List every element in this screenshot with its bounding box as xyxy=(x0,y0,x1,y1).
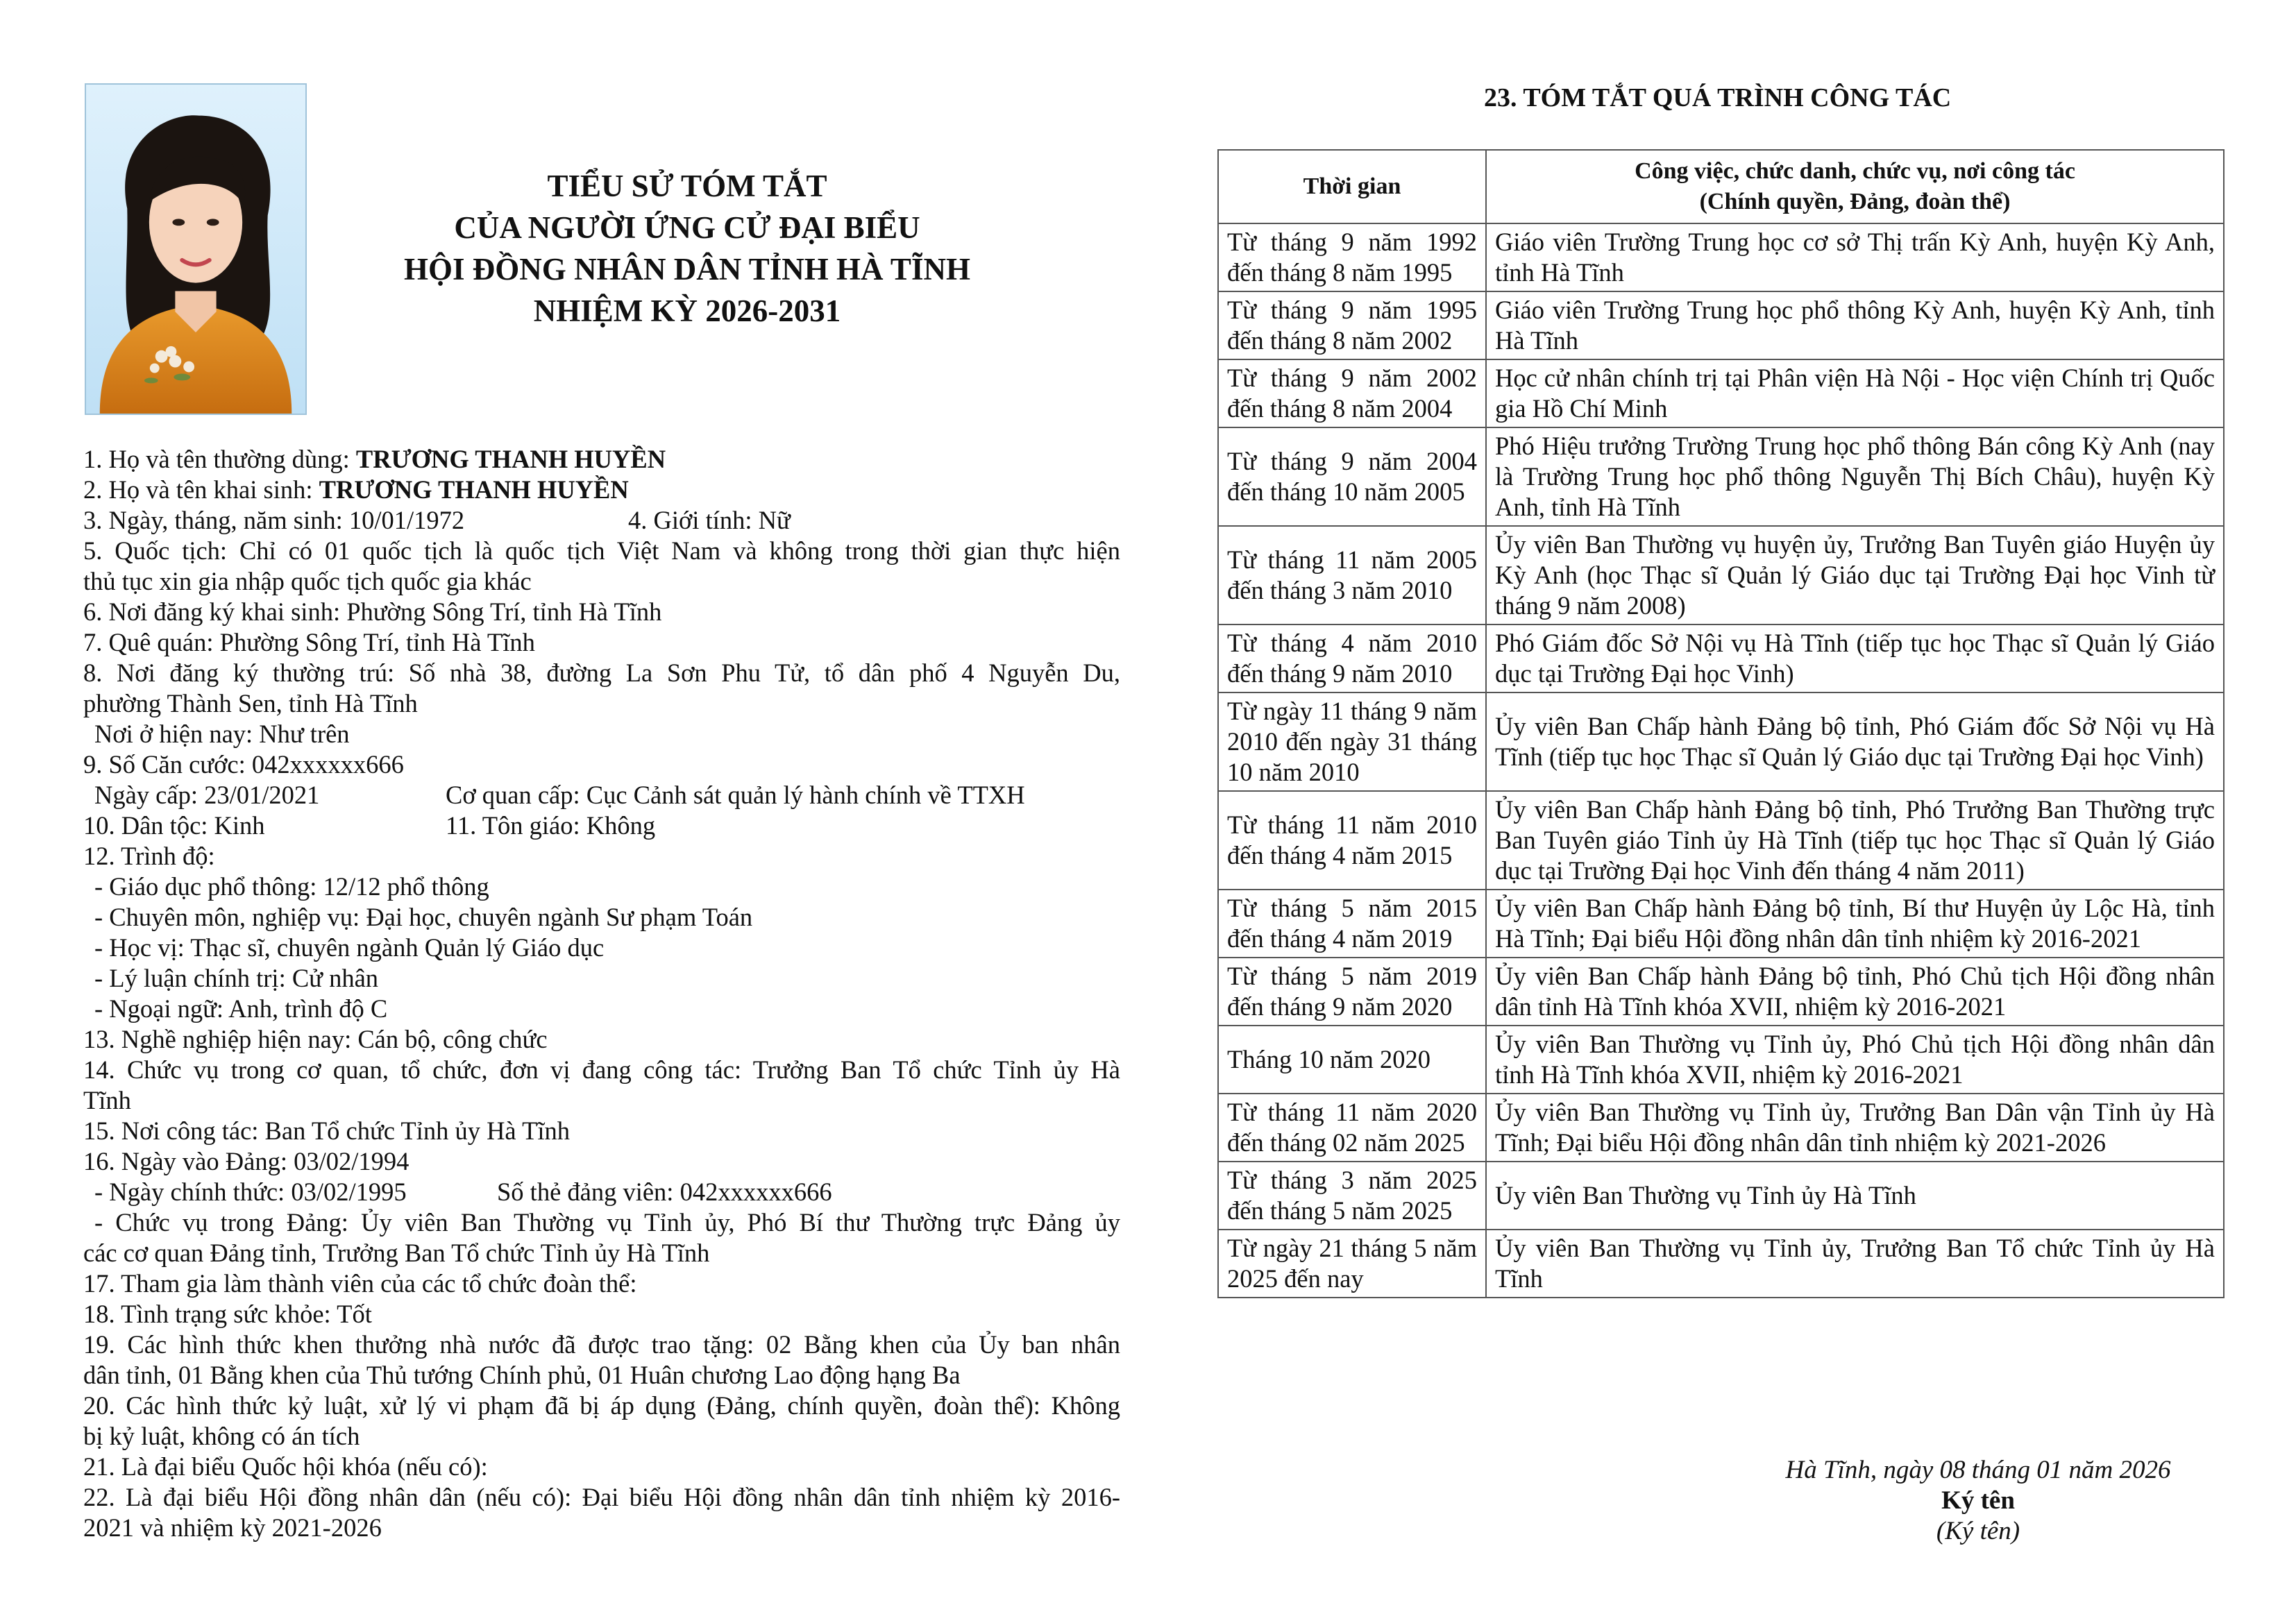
career-description: Ủy viên Ban Chấp hành Đảng bộ tỉnh, Bí thư Huyện ủy Lộc Hà, tỉnh Hà Tĩnh; Đại biểu Hội đồng nhân dân tỉnh nhiệm kỳ 2016-2021 xyxy=(1486,890,2224,958)
bio-education-political: - Lý luận chính trị: Cử nhân xyxy=(94,964,379,992)
career-description: Phó Hiệu trưởng Trường Trung học phổ thông Bán công Kỳ Anh (nay là Trường Trung học phổ thông Nguyễn Thị Bích Châu), huyện Kỳ Anh, tỉnh Hà Tĩnh xyxy=(1486,427,2224,526)
column-header-work: Công việc, chức danh, chức vụ, nơi công tác (Chính quyền, Đảng, đoàn thể) xyxy=(1486,150,2224,223)
common-name-value: TRƯƠNG THANH HUYỀN xyxy=(355,445,666,473)
bio-council-delegate-2: 2021 và nhiệm kỳ 2021-2026 xyxy=(83,1513,382,1542)
title-line-4: NHIỆM KỲ 2026-2031 xyxy=(533,294,841,328)
birth-name-value: TRƯƠNG THANH HUYỀN xyxy=(319,475,629,504)
career-description: Giáo viên Trường Trung học phổ thông Kỳ Anh, huyện Kỳ Anh, tỉnh Hà Tĩnh xyxy=(1486,291,2224,359)
table-row xyxy=(1218,1026,2224,1094)
bio-hometown: 7. Quê quán: Phường Sông Trí, tỉnh Hà Tĩnh xyxy=(83,628,535,656)
bio-workplace: 15. Nơi công tác: Ban Tổ chức Tỉnh ủy Hà Tĩnh xyxy=(83,1116,571,1145)
table-row xyxy=(1218,1094,2224,1162)
career-description: Ủy viên Ban Chấp hành Đảng bộ tỉnh, Phó Giám đốc Sở Nội vụ Hà Tĩnh (tiếp tục học Thạc sĩ Quản lý Giáo dục tại Trường Đại học Vinh) xyxy=(1486,692,2224,791)
bio-party-position-2: các cơ quan Đảng tỉnh, Trưởng Ban Tổ chức Tỉnh ủy Hà Tĩnh xyxy=(83,1239,710,1267)
bio-nationality-2: thủ tục xin gia nhập quốc tịch quốc gia khác xyxy=(83,567,532,595)
bio-nationality-1: 5. Quốc tịch: Chỉ có 01 quốc tịch là quốc tịch Việt Nam và không trong thời gian thực hiện xyxy=(83,536,1120,565)
career-description: Giáo viên Trường Trung học cơ sở Thị trấn Kỳ Anh, huyện Kỳ Anh, tỉnh Hà Tĩnh xyxy=(1486,223,2224,291)
career-description: Ủy viên Ban Chấp hành Đảng bộ tỉnh, Phó Chủ tịch Hội đồng nhân dân tỉnh Hà Tĩnh khóa XVII, nhiệm kỳ 2016-2021 xyxy=(1486,958,2224,1026)
career-description: Phó Giám đốc Sở Nội vụ Hà Tĩnh (tiếp tục học Thạc sĩ Quản lý Giáo dục tại Trường Đại học Vinh) xyxy=(1486,624,2224,692)
bio-id-number: 9. Số Căn cước: 042xxxxxx666 xyxy=(83,750,404,779)
career-description: Ủy viên Ban Chấp hành Đảng bộ tỉnh, Phó Trưởng Ban Thường trực Ban Tuyên giáo Tỉnh ủy Hà Tĩnh (tiếp tục học Thạc sĩ Quản lý Giáo dục tại Trường Đại học Vinh đến tháng 4 năm 2011) xyxy=(1486,791,2224,890)
career-period: Từ tháng 11 năm 2010 đến tháng 4 năm 2015 xyxy=(1218,791,1486,890)
bio-dob-gender xyxy=(83,505,1120,536)
bio-education-heading: 12. Trình độ: xyxy=(83,842,215,870)
id-issuer: Cơ quan cấp: Cục Cảnh sát quản lý hành chính về TTXH xyxy=(446,781,1025,809)
career-description: Ủy viên Ban Thường vụ huyện ủy, Trưởng Ban Tuyên giáo Huyện ủy Kỳ Anh (học Thạc sĩ Quản lý Giáo dục tại Trường Đại học Vinh từ tháng 9 năm 2008) xyxy=(1486,526,2224,624)
bio-education-language: - Ngoại ngữ: Anh, trình độ C xyxy=(94,994,388,1023)
bio-discipline-1: 20. Các hình thức kỷ luật, xử lý vi phạm đã bị áp dụng (Đảng, chính quyền, đoàn thể): Không xyxy=(83,1391,1120,1420)
career-period: Từ ngày 11 tháng 9 năm 2010 đến ngày 31 tháng 10 năm 2010 xyxy=(1218,692,1486,791)
bio-discipline-2: bị kỷ luật, không có án tích xyxy=(83,1422,360,1450)
signature-label: Ký tên xyxy=(1941,1486,2015,1515)
place-and-date: Hà Tĩnh, ngày 08 tháng 01 năm 2026 xyxy=(1785,1456,2171,1484)
column-header-time: Thời gian xyxy=(1218,150,1486,223)
career-period: Từ tháng 5 năm 2015 đến tháng 4 năm 2019 xyxy=(1218,890,1486,958)
signature-note: (Ký tên) xyxy=(1936,1517,2020,1545)
table-row xyxy=(1218,692,2224,791)
career-period: Từ tháng 5 năm 2019 đến tháng 9 năm 2020 xyxy=(1218,958,1486,1026)
bio-position-2: Tĩnh xyxy=(83,1086,131,1114)
table-row xyxy=(1218,791,2224,890)
bio-birth-name: 2. Họ và tên khai sinh: TRƯƠNG THANH HUYỀN xyxy=(83,475,629,504)
table-row xyxy=(1218,624,2224,692)
bio-birth-registration: 6. Nơi đăng ký khai sinh: Phường Sông Trí, tỉnh Hà Tĩnh xyxy=(83,597,662,626)
bio-education-professional: - Chuyên môn, nghiệp vụ: Đại học, chuyên ngành Sư phạm Toán xyxy=(94,903,753,931)
career-heading: 23. TÓM TẮT QUÁ TRÌNH CÔNG TÁC xyxy=(1484,83,1952,112)
bio-party-official xyxy=(83,1177,1120,1207)
table-row xyxy=(1218,291,2224,359)
bio-id-issue xyxy=(83,780,1120,810)
career-period: Từ tháng 9 năm 1995 đến tháng 8 năm 2002 xyxy=(1218,291,1486,359)
title-line-1: TIỂU SỬ TÓM TẮT xyxy=(547,169,827,203)
bio-organizations: 17. Tham gia làm thành viên của các tổ chức đoàn thể: xyxy=(83,1269,637,1298)
ethnicity: 10. Dân tộc: Kinh xyxy=(83,811,265,840)
bio-education-general: - Giáo dục phổ thông: 12/12 phổ thông xyxy=(94,872,489,901)
bio-common-name: 1. Họ và tên thường dùng: TRƯƠNG THANH HUYỀN xyxy=(83,445,666,473)
table-row xyxy=(1218,223,2224,291)
career-period: Từ tháng 4 năm 2010 đến tháng 9 năm 2010 xyxy=(1218,624,1486,692)
bio-permanent-residence-2: phường Thành Sen, tỉnh Hà Tĩnh xyxy=(83,689,418,717)
bio-health: 18. Tình trạng sức khỏe: Tốt xyxy=(83,1300,372,1328)
career-period: Từ tháng 11 năm 2005 đến tháng 3 năm 2010 xyxy=(1218,526,1486,624)
table-row xyxy=(1218,359,2224,427)
table-row xyxy=(1218,958,2224,1026)
religion: 11. Tôn giáo: Không xyxy=(446,811,656,840)
document-title xyxy=(389,165,986,332)
bio-ethnicity-religion xyxy=(83,810,1120,841)
bio-awards-2: dân tỉnh, 01 Bằng khen của Thủ tướng Chính phủ, 01 Huân chương Lao động hạng Ba xyxy=(83,1361,961,1389)
bio-party-join-date: 16. Ngày vào Đảng: 03/02/1994 xyxy=(83,1147,410,1175)
candidate-photo xyxy=(85,83,307,415)
bio-national-assembly: 21. Là đại biểu Quốc hội khóa (nếu có): xyxy=(83,1452,488,1481)
career-table xyxy=(1217,149,2225,1298)
career-description: Ủy viên Ban Thường vụ Tỉnh ủy, Trưởng Ban Tổ chức Tỉnh ủy Hà Tĩnh xyxy=(1486,1230,2224,1298)
id-issue-date: Ngày cấp: 23/01/2021 xyxy=(94,781,320,809)
career-description: Ủy viên Ban Thường vụ Tỉnh ủy, Phó Chủ tịch Hội đồng nhân dân tỉnh Hà Tĩnh khóa XVII, nhiệm kỳ 2016-2021 xyxy=(1486,1026,2224,1094)
bio-council-delegate-1: 22. Là đại biểu Hội đồng nhân dân (nếu có): Đại biểu Hội đồng nhân dân tỉnh nhiệm kỳ 2016- xyxy=(83,1483,1120,1511)
bio-awards-1: 19. Các hình thức khen thưởng nhà nước đã được trao tặng: 02 Bằng khen của Ủy ban nhân xyxy=(83,1330,1120,1359)
gender: 4. Giới tính: Nữ xyxy=(628,506,791,534)
table-row xyxy=(1218,1230,2224,1298)
bio-position-1: 14. Chức vụ trong cơ quan, tổ chức, đơn vị đang công tác: Trưởng Ban Tổ chức Tỉnh ủy Hà xyxy=(83,1055,1120,1084)
title-line-2: CỦA NGƯỜI ỨNG CỬ ĐẠI BIỂU xyxy=(454,210,920,245)
career-description: Học cử nhân chính trị tại Phân viện Hà Nội - Học viện Chính trị Quốc gia Hồ Chí Minh xyxy=(1486,359,2224,427)
career-period: Từ tháng 9 năm 1992 đến tháng 8 năm 1995 xyxy=(1218,223,1486,291)
bio-occupation: 13. Nghề nghiệp hiện nay: Cán bộ, công chức xyxy=(83,1025,548,1053)
party-card-number: Số thẻ đảng viên: 042xxxxxx666 xyxy=(497,1178,832,1206)
date-of-birth: 3. Ngày, tháng, năm sinh: 10/01/1972 xyxy=(83,506,465,534)
career-period: Từ tháng 3 năm 2025 đến tháng 5 năm 2025 xyxy=(1218,1162,1486,1230)
bio-education-degree: - Học vị: Thạc sĩ, chuyên ngành Quản lý Giáo dục xyxy=(94,933,605,962)
table-row xyxy=(1218,890,2224,958)
table-row xyxy=(1218,526,2224,624)
career-period: Từ tháng 9 năm 2002 đến tháng 8 năm 2004 xyxy=(1218,359,1486,427)
career-description: Ủy viên Ban Thường vụ Tỉnh ủy, Trưởng Ban Dân vận Tỉnh ủy Hà Tĩnh; Đại biểu Hội đồng nhân dân tỉnh nhiệm kỳ 2021-2026 xyxy=(1486,1094,2224,1162)
portrait-image xyxy=(86,85,305,414)
table-row xyxy=(1218,1162,2224,1230)
biography-section xyxy=(83,444,1120,1543)
bio-party-position-1: - Chức vụ trong Đảng: Ủy viên Ban Thường vụ Tỉnh ủy, Phó Bí thư Thường trực Đảng ủy xyxy=(94,1208,1120,1237)
career-period: Tháng 10 năm 2020 xyxy=(1218,1026,1486,1094)
career-table-header xyxy=(1218,150,2224,223)
signature-block xyxy=(1673,1455,2284,1547)
title-line-3: HỘI ĐỒNG NHÂN DÂN TỈNH HÀ TĨNH xyxy=(404,252,970,287)
party-official-date: - Ngày chính thức: 03/02/1995 xyxy=(94,1178,407,1206)
career-period: Từ ngày 21 tháng 5 năm 2025 đến nay xyxy=(1218,1230,1486,1298)
bio-permanent-residence-1: 8. Nơi đăng ký thường trú: Số nhà 38, đường La Sơn Phu Tử, tổ dân phố 4 Nguyễn Du, xyxy=(83,658,1120,687)
table-row xyxy=(1218,427,2224,526)
career-period: Từ tháng 11 năm 2020 đến tháng 02 năm 2025 xyxy=(1218,1094,1486,1162)
career-period: Từ tháng 9 năm 2004 đến tháng 10 năm 2005 xyxy=(1218,427,1486,526)
bio-current-residence: Nơi ở hiện nay: Như trên xyxy=(94,720,350,748)
career-description: Ủy viên Ban Thường vụ Tỉnh ủy Hà Tĩnh xyxy=(1486,1162,2224,1230)
